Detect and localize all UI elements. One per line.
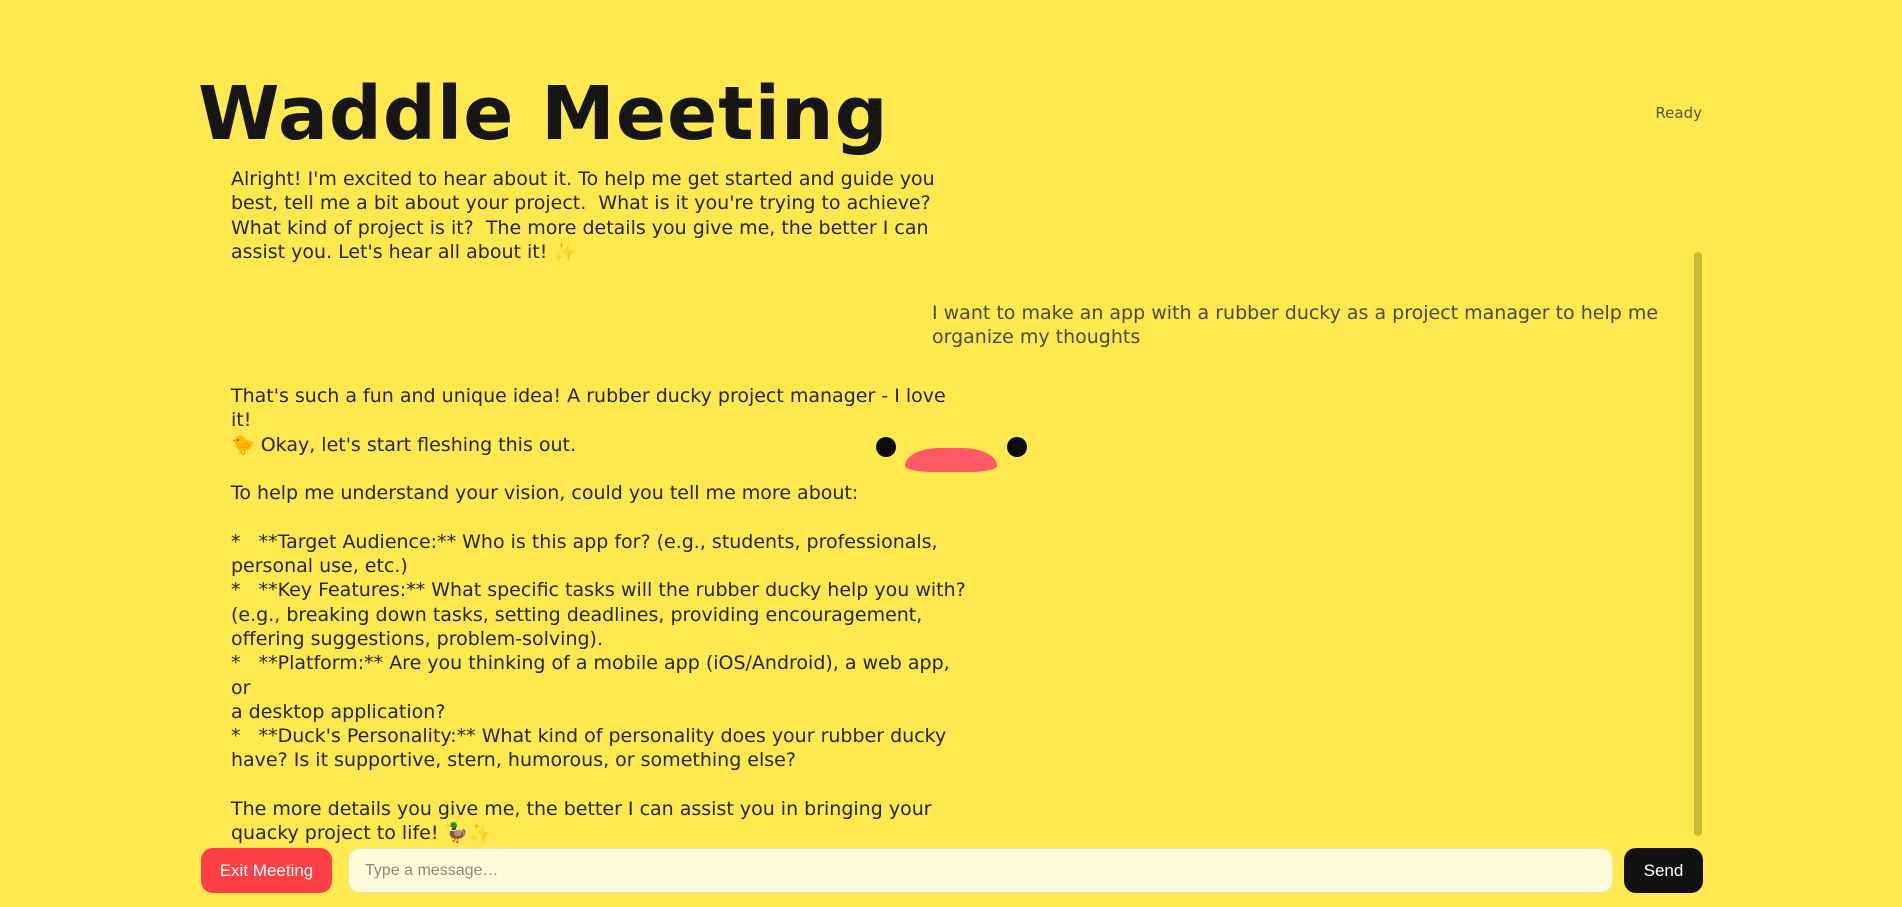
duck-beak: [905, 448, 997, 472]
duck-right-eye: [1007, 437, 1027, 457]
page-title: Waddle Meeting: [198, 71, 889, 157]
assistant-message: Alright! I'm excited to hear about it. To help me get started and guide you best, tell me a bit about your project. What is it you're trying to achieve? What kind of project is it? The more details you give me, the better I can assist you. Let's hear all about it! ✨: [231, 168, 935, 263]
message-input[interactable]: [348, 848, 1613, 893]
message-composer: [201, 848, 1703, 894]
send-button[interactable]: Send: [1624, 848, 1703, 893]
assistant-message: That's such a fun and unique idea! A rubber ducky project manager - I love it! 🐤 Okay, let's start fleshing this out. To help me understand your vision, could you tell me more about: * **Target Audience:** Who is this app for? (e.g., students, professionals, personal use, etc.) * **Key Features:** What specific tasks will the rubber ducky help you with? (e.g., breaking down tasks, setting deadlines, providing encouragement, offering suggestions, problem-solving). * **Platform:** Are you thinking of a mobile app (iOS/Android), a web app, or a desktop application? * **Duck's Personality:** What kind of personality does your rubber ducky have? Is it supportive, stern, humorous, or something else? The more details you give me, the better I can assist you in bringing your quacky project to life! 🦆✨: [231, 385, 966, 845]
exit-meeting-button[interactable]: Exit Meeting: [201, 848, 332, 893]
duck-left-eye: [876, 437, 896, 457]
chat-scrollbar[interactable]: [1694, 252, 1702, 836]
user-message: I want to make an app with a rubber ducky as a project manager to help me organize my thoughts: [932, 302, 1659, 349]
connection-status: Ready: [1655, 104, 1702, 122]
